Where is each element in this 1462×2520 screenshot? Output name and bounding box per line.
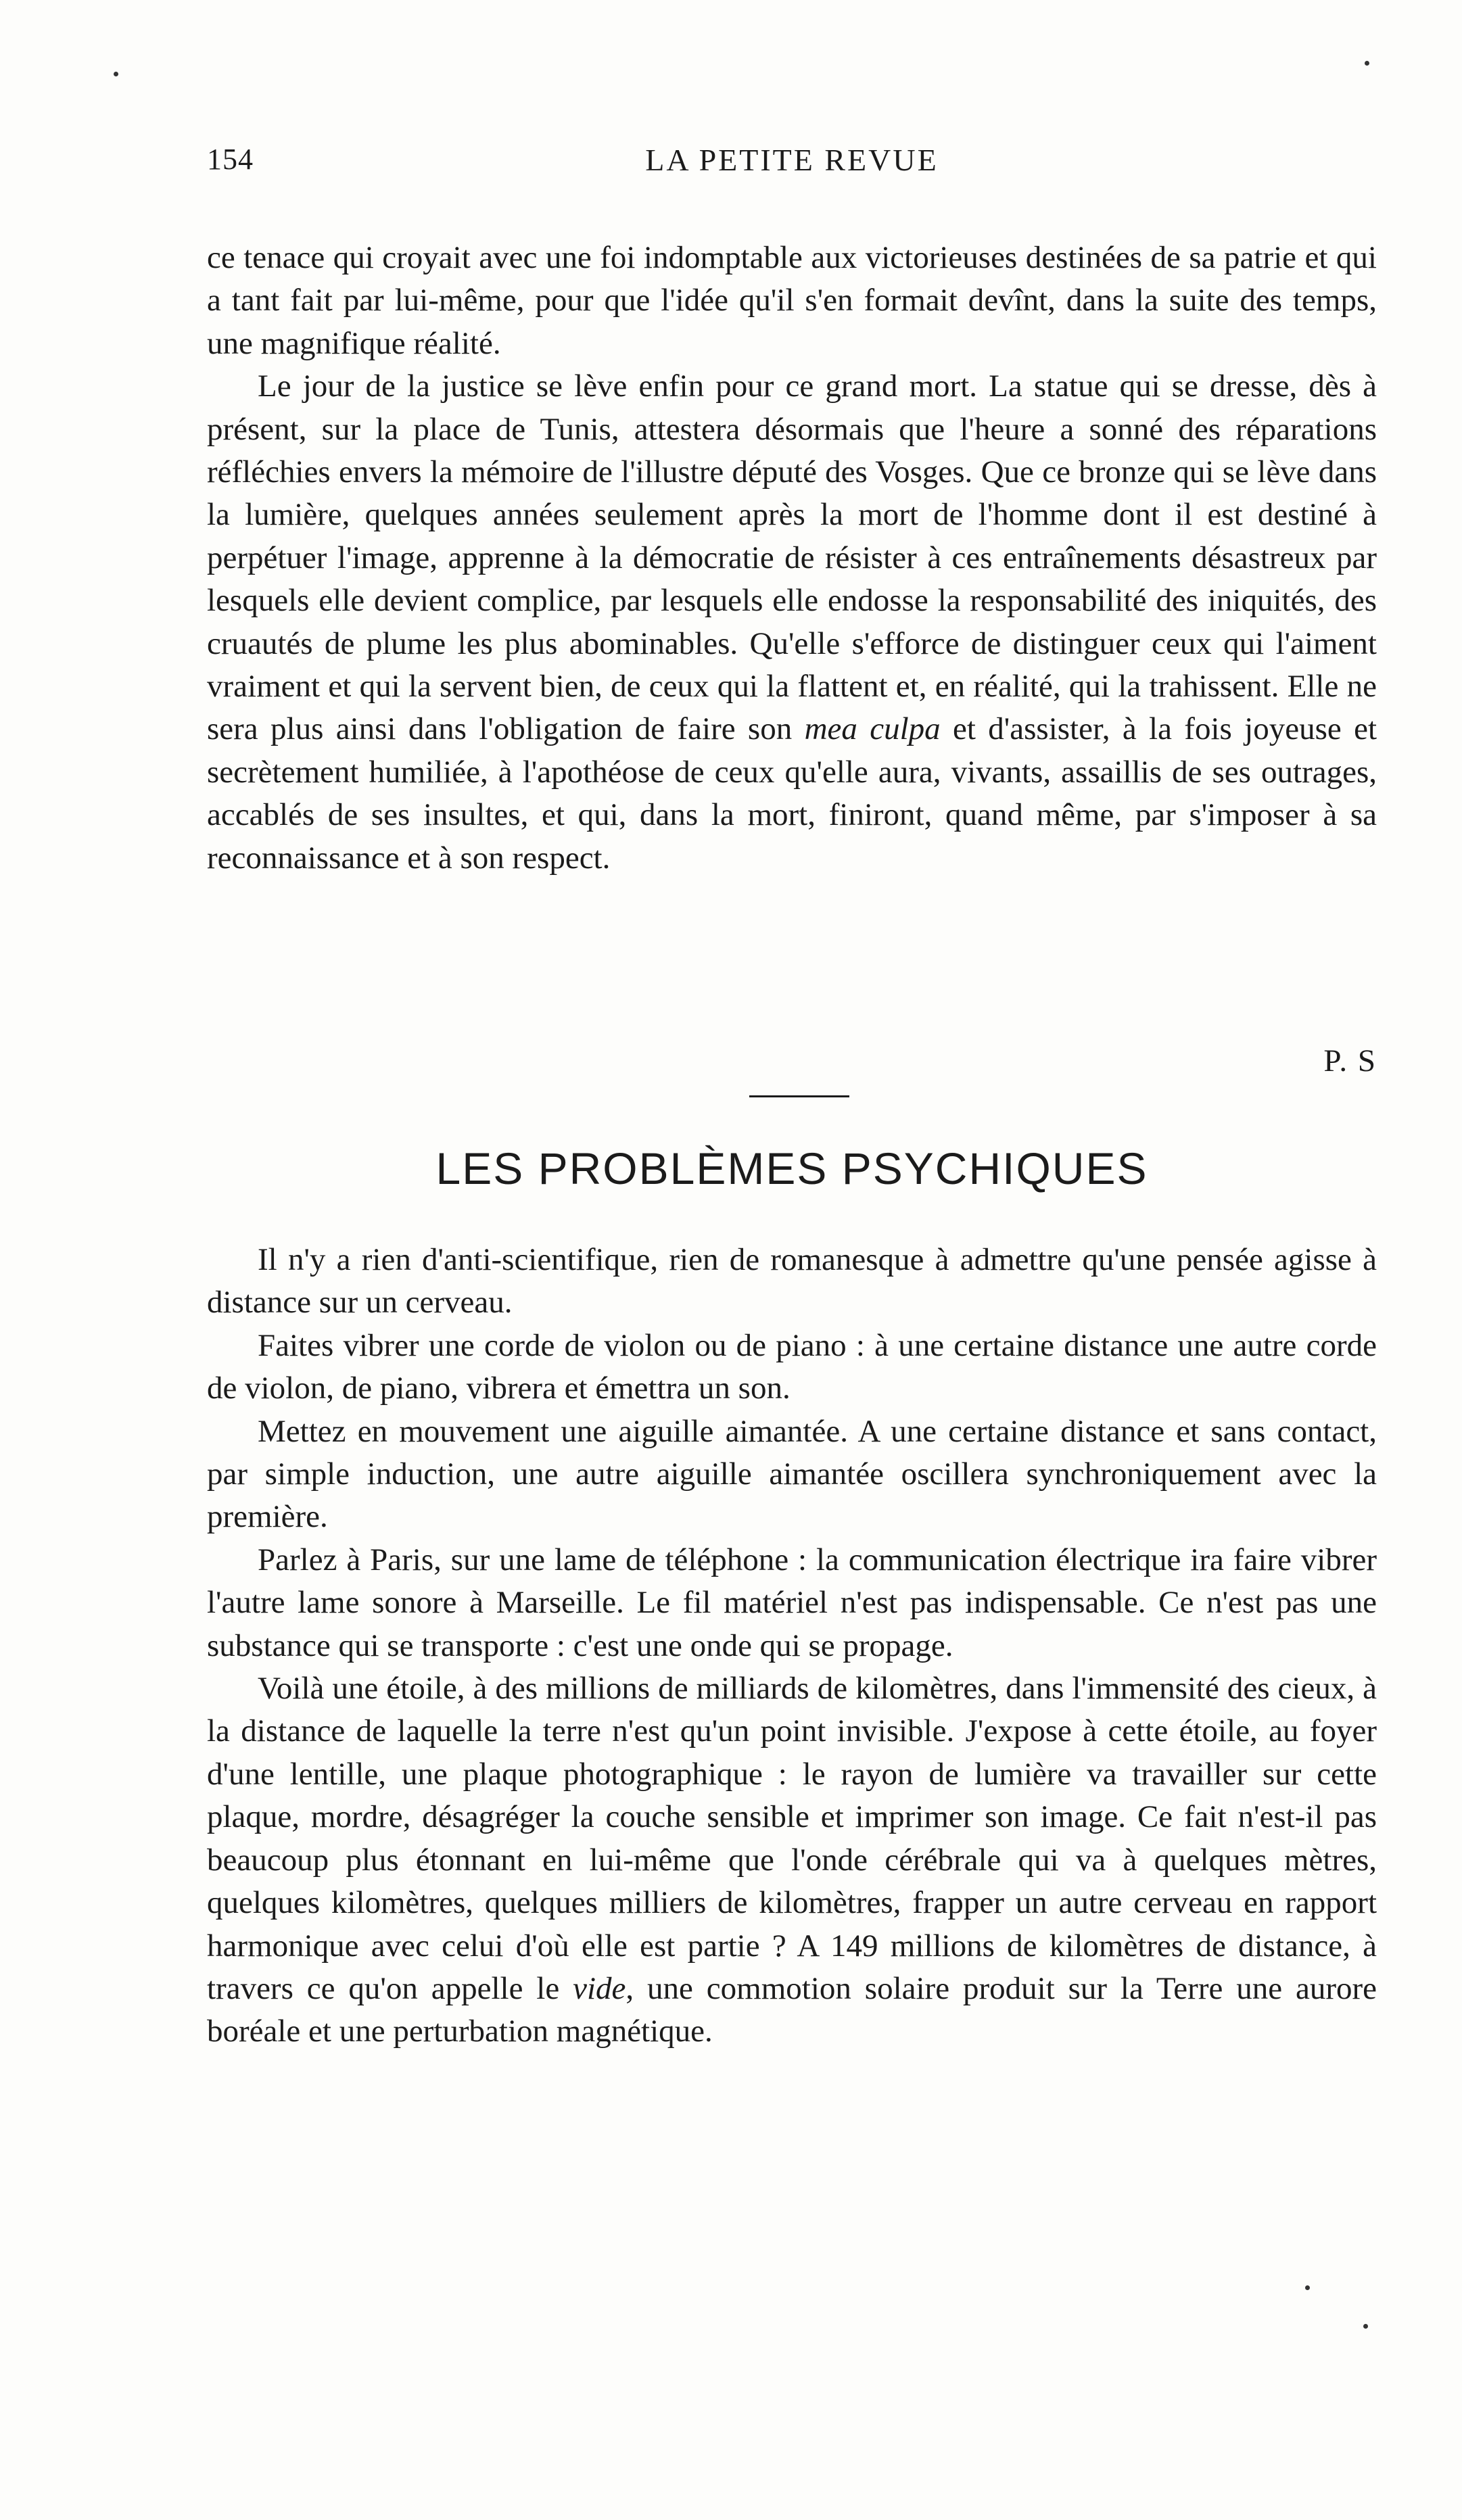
paragraph: Parlez à Paris, sur une lame de téléphone : la communication électrique ira faire vibrer l'autre lame sonore à Marseille. Le fil matériel n'est pas indispensable. Ce n'est pas une substance qui se transporte : c'est une onde qui se propage. — [207, 1542, 1377, 1663]
article-1-text — [207, 237, 1377, 880]
article-2-text — [207, 1239, 1377, 2053]
paragraph: Il n'y a rien d'anti-scientifique, rien de romanesque à admettre qu'une pensée agisse à distance sur un cerveau. — [207, 1242, 1377, 1321]
paragraph: ce tenace qui croyait avec une foi indomptable aux victorieuses destinées de sa patrie et qui a tant fait par lui-même, pour que l'idée qu'il s'en formait devînt, dans la suite des temps, une magnifique réalité. — [207, 240, 1377, 361]
paragraph-text: et d'assister, à la fois joyeuse et secrètement humiliée, à l'apothéose de ceux qu'elle aura, vivants, assaillis de ses outrages, accablés de ses insultes, et qui, dans la mort, finiront, quand même, par s'imposer à sa reconnaissance et à son respect. — [207, 711, 1377, 876]
paragraph-text: , une commotion solaire produit sur la Terre une aurore boréale et une perturbation magnétique. — [207, 1970, 1377, 2049]
page-number: 154 — [207, 143, 254, 176]
paragraph: Faites vibrer une corde de violon ou de piano : à une certaine distance une autre corde de violon, de piano, vibrera et émettra un son. — [207, 1327, 1377, 1406]
ink-speck — [1305, 2285, 1310, 2290]
signature: P. S — [1323, 1043, 1377, 1078]
paragraph-text: Voilà une étoile, à des millions de milliards de kilomètres, dans l'immensité des cieux, à la distance de laquelle la terre n'est qu'un point invisible. J'expose à cette étoile, au foyer d'une lentille, une plaque photographique : le rayon de lumière va travailler sur cette plaque, mordre, désagréger la couche sensible et imprimer son image. Ce fait n'est-il pas beaucoup plus étonnant en lui-même que l'onde cérébrale qui va à quelques mètres, quelques kilomètres, quelques milliers de kilomètres, frapper un autre cerveau en rapport harmonique avec celui d'où elle est partie ? A 149 millions de kilomètres de distance, à travers ce qu'on appelle le — [207, 1671, 1377, 2006]
section-divider — [749, 1095, 849, 1097]
running-title: LA PETITE REVUE — [645, 143, 939, 177]
italic-phrase: mea culpa — [804, 711, 941, 747]
paragraph: Mettez en mouvement une aiguille aimantée. A une certaine distance et sans contact, par simple induction, une autre aiguille aimantée oscillera synchroniquement avec la première. — [207, 1413, 1377, 1535]
paragraph — [207, 1667, 1377, 2053]
page-header — [207, 142, 1377, 189]
ink-speck — [1365, 61, 1369, 66]
ink-speck — [1363, 2324, 1368, 2329]
ink-speck — [114, 72, 118, 76]
section-title: LES PROBLÈMES PSYCHIQUES — [435, 1143, 1148, 1193]
paragraph — [207, 365, 1377, 880]
italic-word: vide — [573, 1970, 626, 2006]
paragraph-text: Le jour de la justice se lève enfin pour ce grand mort. La statue qui se dresse, dès à présent, sur la place de Tunis, attestera désormais que l'heure a sonné des réparations réfléchies envers la mémoire de l'illustre député des Vosges. Que ce bronze qui se lève dans la lumière, quelques années seulement après la mort de l'homme dont il est destiné à perpétuer l'image, apprenne à la démocratie de résister à ces entraînements désastreux par lesquels elle devient complice, par lesquels elle endosse la responsabilité des iniquités, des cruautés de plume les plus abominables. Qu'elle s'efforce de distinguer ceux qui l'aiment vraiment et qui la servent bien, de ceux qui la flattent et, en réalité, qui la trahissent. Elle ne sera plus ainsi dans l'obligation de faire son — [207, 369, 1377, 747]
